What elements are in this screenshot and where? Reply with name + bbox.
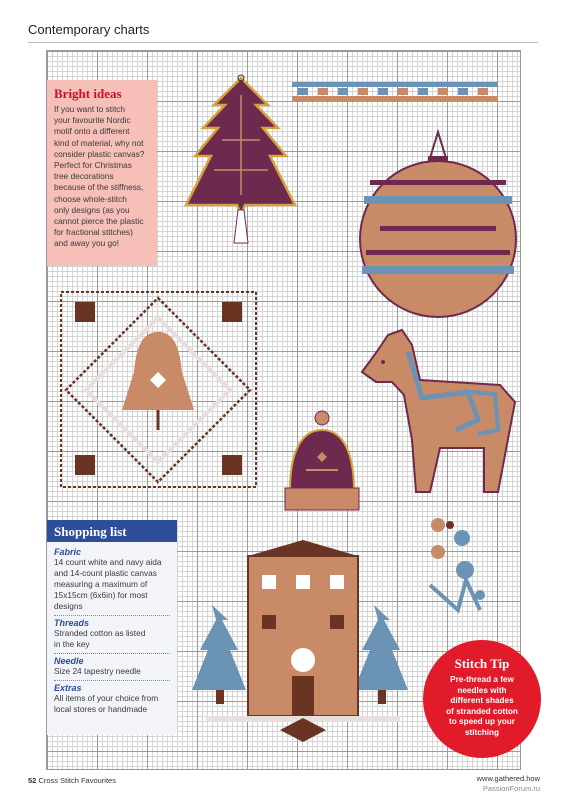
holly-motif [430, 518, 485, 610]
christmas-tree-motif [186, 75, 295, 243]
bright-ideas-title: Bright ideas [54, 86, 122, 101]
bright-ideas-text: If you want to stitch your favourite Nordic motif onto a different kind of material, why not consider plastic canvas? Perfect for Christmas tree decorations because of the stiffness, choose whole-stitch only designs (as you cannot pierce the plastic for fractional stitches) and away you go! [54, 104, 145, 249]
hat-motif [285, 411, 359, 510]
gingerbread-house-motif [192, 540, 408, 742]
magazine-name: Cross Stitch Favourites [38, 776, 116, 785]
section-label: Fabric [54, 547, 82, 557]
website-link[interactable]: www.gathered.how [476, 774, 540, 783]
top-border-motif [292, 82, 498, 101]
dala-horse-motif [362, 330, 515, 492]
section-label: Needle [54, 656, 84, 666]
shopping-section-extras [54, 680, 170, 718]
shopping-section-threads [54, 615, 170, 653]
footer-right [477, 774, 540, 794]
section-text: Stranded cotton as listed in the key [54, 628, 146, 649]
section-label: Extras [54, 683, 82, 693]
shopping-section-fabric [54, 545, 170, 615]
section-text: 14 count white and navy aida and 14-count plastic canvas measuring a maximum of 15x15cm (6x6in) for most designs [54, 557, 162, 611]
section-label: Threads [54, 618, 90, 628]
page-footer [28, 776, 116, 785]
bauble-motif [360, 132, 516, 317]
shopping-section-needle [54, 653, 170, 680]
stitch-tip-title: Stitch Tip [454, 656, 510, 671]
section-text: Size 24 tapestry needle [54, 666, 141, 676]
bell-square-motif [61, 292, 256, 487]
bright-ideas-box [47, 80, 157, 266]
shopping-list-title: Shopping list [47, 520, 177, 542]
shopping-list-box [47, 520, 177, 735]
section-text: All items of your choice from local stores or handmade [54, 693, 159, 714]
stitch-tip-text: Pre-thread a few needles with different shades of stranded cotton to speed up your stitching [446, 675, 518, 737]
page-number: 52 [28, 776, 37, 785]
watermark: PassionForum.ru [482, 784, 540, 793]
section-title: Contemporary charts [28, 22, 150, 37]
stitch-tip-badge [423, 640, 541, 758]
shopping-list-body [47, 542, 177, 721]
